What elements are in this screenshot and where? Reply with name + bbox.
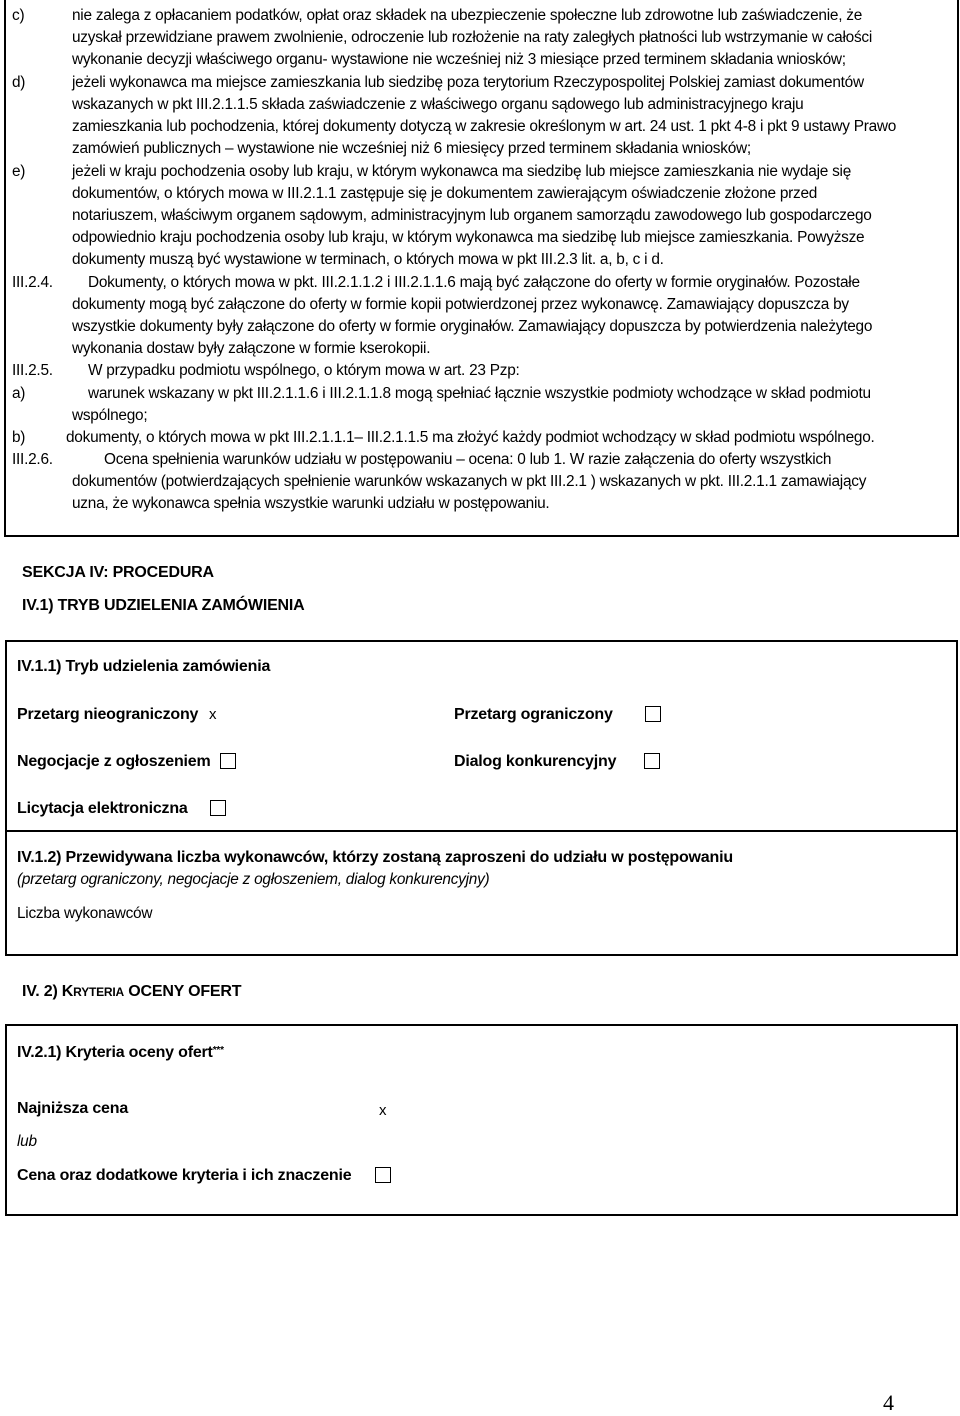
option-limited-tender-label: Przetarg ograniczony (454, 706, 613, 723)
item-e-label: e) (12, 163, 26, 180)
box-title: IV.1.1) Tryb udzielenia zamówienia (17, 658, 271, 675)
item-d-label: d) (12, 74, 26, 91)
option-unlimited-tender-label: Przetarg nieograniczony (17, 706, 199, 723)
point-2-4-line: wykonania dostaw były załączone w formie kserokopii. (72, 340, 431, 357)
point-2-6-line: uzna, że wykonawca spełnia wszystkie warunki udziału w postępowaniu. (72, 495, 550, 512)
item-d-line: zamieszkania lub pochodzenia, której dokumenty dotyczą w zakresie określonym w art. 24 ust. 1 pkt 4-8 i pkt 9 ustawy Prawo (72, 118, 897, 135)
item-c-line: nie zalega z opłacaniem podatków, opłat oraz składek na ubezpieczenie społeczne lub zdrowotne lub zaświadczenie, że (72, 7, 863, 24)
point-2-4-line: Dokumenty, o których mowa w pkt. III.2.1.1.2 i III.2.1.1.6 mają być załączone do oferty w formie oryginałów. Pozostałe (88, 274, 860, 291)
item-c-line: wykonanie decyzji właściwego organu- wystawione nie wcześniej niż 3 miesiące przed terminem składania wniosków; (72, 51, 846, 68)
item-a-label: a) (12, 385, 26, 402)
subsection-heading: IV.1) TRYB UDZIELENIA ZAMÓWIENIA (22, 597, 305, 614)
item-c-line: uzyskał przewidziane prawem zwolnienie, odroczenie lub rozłożenie na raty zaległych płatności lub wstrzymanie w całości (72, 29, 873, 46)
option-unlimited-tender-mark: x (209, 706, 217, 723)
box-title: IV.1.2) Przewidywana liczba wykonawców, którzy zostaną zaproszeni do udziału w postępowaniu (17, 849, 733, 866)
contractor-count-box (5, 830, 958, 956)
item-c-label: c) (12, 7, 25, 24)
option-auction-checkbox[interactable] (210, 800, 226, 816)
item-d-line: jeżeli wykonawca ma miejsce zamieszkania lub siedzibę poza terytorium Rzeczypospolitej Polskiej zamiast dokumentów (72, 74, 864, 91)
option-negotiation-checkbox[interactable] (220, 753, 236, 769)
box-subtitle: (przetarg ograniczony, negocjacje z ogłoszeniem, dialog konkurencyjny) (17, 871, 490, 888)
option-dialog-checkbox[interactable] (644, 753, 660, 769)
page-number: 4 (883, 1390, 894, 1415)
item-d-line: wskazanych w pkt III.2.1.1.5 składa zaświadczenie z właściwego organu sądowego lub administracyjnego kraju (72, 96, 804, 113)
item-a-line: wspólnego; (72, 407, 148, 424)
point-2-6-line: Ocena spełnienia warunków udziału w postępowaniu – ocena: 0 lub 1. W razie załączenia do oferty wszystkich (104, 451, 832, 468)
criterion-lowest-price-label: Najniższa cena (17, 1100, 129, 1117)
procedure-type-box (5, 640, 958, 832)
criterion-price-plus-checkbox[interactable] (375, 1167, 391, 1183)
option-dialog-label: Dialog konkurencyjny (454, 753, 617, 770)
criteria-heading: IV. 2) KRYTERIA OCENY OFERT (22, 983, 242, 1000)
item-e-line: odpowiednio kraju pochodzenia osoby lub kraju, w którym wykonawca ma siedzibę lub miejsce zamieszkania. Powyższe (72, 229, 865, 246)
point-2-4-label: III.2.4. (12, 274, 53, 291)
point-2-4-line: wszystkie dokumenty były załączone do oferty w formie oryginałów. Zamawiający dopuszcza by potwierdzenia należytego (72, 318, 873, 335)
box-title: IV.2.1) Kryteria oceny ofert*** (17, 1044, 224, 1061)
item-a-line: warunek wskazany w pkt III.2.1.1.6 i III.2.1.1.8 mogą spełniać łącznie wszystkie podmioty wchodzące w skład podmiotu (88, 385, 871, 402)
option-limited-tender-checkbox[interactable] (645, 706, 661, 722)
criteria-box (5, 1024, 958, 1216)
item-e-line: jeżeli w kraju pochodzenia osoby lub kraju, w którym wykonawca ma siedzibę lub miejsce zamieszkania nie wydaje się (72, 163, 852, 180)
item-e-line: dokumentów, o których mowa w III.2.1.1 zastępuje się je dokumentem zawierającym oświadczenie złożone przed (72, 185, 818, 202)
point-2-6-line: dokumentów (potwierdzających spełnienie warunków wskazanych w pkt III.2.1 ) wskazanych w pkt. III.2.1.1 zamawiający (72, 473, 867, 490)
item-d-line: zamówień publicznych – wystawione nie wcześniej niż 6 miesięcy przed terminem składania wniosków; (72, 140, 751, 157)
item-b-label: b) (12, 429, 26, 446)
or-label: lub (17, 1133, 37, 1150)
item-b-text: dokumenty, o których mowa w pkt III.2.1.1.1– III.2.1.1.5 ma złożyć każdy podmiot wchodzący w skład podmiotu wspólnego. (66, 429, 875, 446)
option-negotiation-label: Negocjacje z ogłoszeniem (17, 753, 211, 770)
point-2-5-label: III.2.5. (12, 362, 53, 379)
point-2-6-label: III.2.6. (12, 451, 53, 468)
point-2-5-text: W przypadku podmiotu wspólnego, o którym mowa w art. 23 Pzp: (88, 362, 520, 379)
point-2-4-line: dokumenty mogą być załączone do oferty w formie kopii potwierdzonej przez wykonawcę. Zamawiający dopuszcza by (72, 296, 849, 313)
item-e-line: notariuszem, właściwym organem sądowym, administracyjnym lub organem samorządu zawodowego lub gospodarczego (72, 207, 872, 224)
option-auction-label: Licytacja elektroniczna (17, 800, 188, 817)
contractor-count-label: Liczba wykonawców (17, 905, 153, 922)
criterion-price-plus-label: Cena oraz dodatkowe kryteria i ich znaczenie (17, 1167, 352, 1184)
item-e-line: dokumenty muszą być wystawione w terminach, o których mowa w pkt III.2.3 lit. a, b, c i d. (72, 251, 664, 268)
criterion-lowest-price-mark: x (379, 1102, 387, 1119)
section-heading: SEKCJA IV: PROCEDURA (22, 564, 214, 581)
conditions-box (4, 0, 959, 537)
